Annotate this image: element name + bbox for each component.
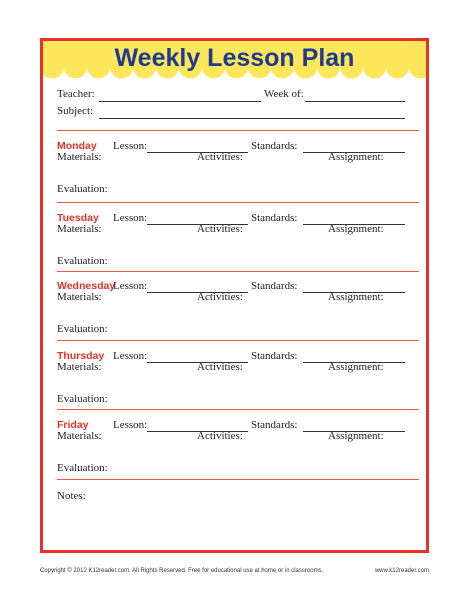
page-title: Weekly Lesson Plan (114, 44, 355, 72)
lesson-label-wednesday: Lesson: (113, 280, 148, 292)
website-url[interactable]: www.k12reader.com (374, 568, 429, 574)
activities-label-thursday: Activities: (197, 361, 243, 373)
activities-label-monday: Activities: (197, 151, 243, 163)
section-divider (57, 409, 419, 410)
assignment-label-friday: Assignment: (328, 430, 384, 442)
evaluation-label-friday: Evaluation: (57, 462, 108, 474)
assignment-label-wednesday: Assignment: (328, 291, 384, 303)
day-label-friday: Friday (57, 419, 89, 431)
standards-label-thursday: Standards: (251, 350, 298, 362)
assignment-label-tuesday: Assignment: (328, 223, 384, 235)
section-divider (57, 479, 419, 480)
activities-label-wednesday: Activities: (197, 291, 243, 303)
lesson-label-monday: Lesson: (113, 140, 148, 152)
materials-label-monday: Materials: (57, 151, 102, 163)
standards-label-friday: Standards: (251, 419, 298, 431)
evaluation-label-thursday: Evaluation: (57, 393, 108, 405)
section-divider (57, 271, 419, 272)
day-label-monday: Monday (57, 140, 97, 152)
lesson-label-thursday: Lesson: (113, 350, 148, 362)
day-label-wednesday: Wednesday (57, 280, 116, 292)
assignment-label-monday: Assignment: (328, 151, 384, 163)
copyright-text: Copyright © 2012 K12reader.com. All Rights Reserved. Free for educational use at home or in classrooms. (40, 568, 324, 574)
subject-field[interactable] (99, 118, 405, 119)
section-divider (57, 130, 419, 131)
assignment-label-thursday: Assignment: (328, 361, 384, 373)
lesson-label-friday: Lesson: (113, 419, 148, 431)
activities-label-friday: Activities: (197, 430, 243, 442)
materials-label-friday: Materials: (57, 430, 102, 442)
lesson-label-tuesday: Lesson: (113, 212, 148, 224)
standards-label-tuesday: Standards: (251, 212, 298, 224)
day-label-thursday: Thursday (57, 350, 105, 362)
evaluation-label-wednesday: Evaluation: (57, 323, 108, 335)
subject-label: Subject: (57, 105, 94, 117)
section-divider (57, 202, 419, 203)
evaluation-label-monday: Evaluation: (57, 183, 108, 195)
worksheet-frame (40, 38, 429, 553)
standards-label-monday: Standards: (251, 140, 298, 152)
week-of-field[interactable] (305, 101, 405, 102)
week-of-label: Week of: (264, 88, 304, 100)
section-divider (57, 340, 419, 341)
materials-label-tuesday: Materials: (57, 223, 102, 235)
evaluation-label-tuesday: Evaluation: (57, 255, 108, 267)
notes-label: Notes: (57, 490, 86, 502)
standards-label-wednesday: Standards: (251, 280, 298, 292)
activities-label-tuesday: Activities: (197, 223, 243, 235)
teacher-field[interactable] (99, 101, 261, 102)
day-label-tuesday: Tuesday (57, 212, 99, 224)
materials-label-thursday: Materials: (57, 361, 102, 373)
materials-label-wednesday: Materials: (57, 291, 102, 303)
teacher-label: Teacher: (57, 88, 95, 100)
